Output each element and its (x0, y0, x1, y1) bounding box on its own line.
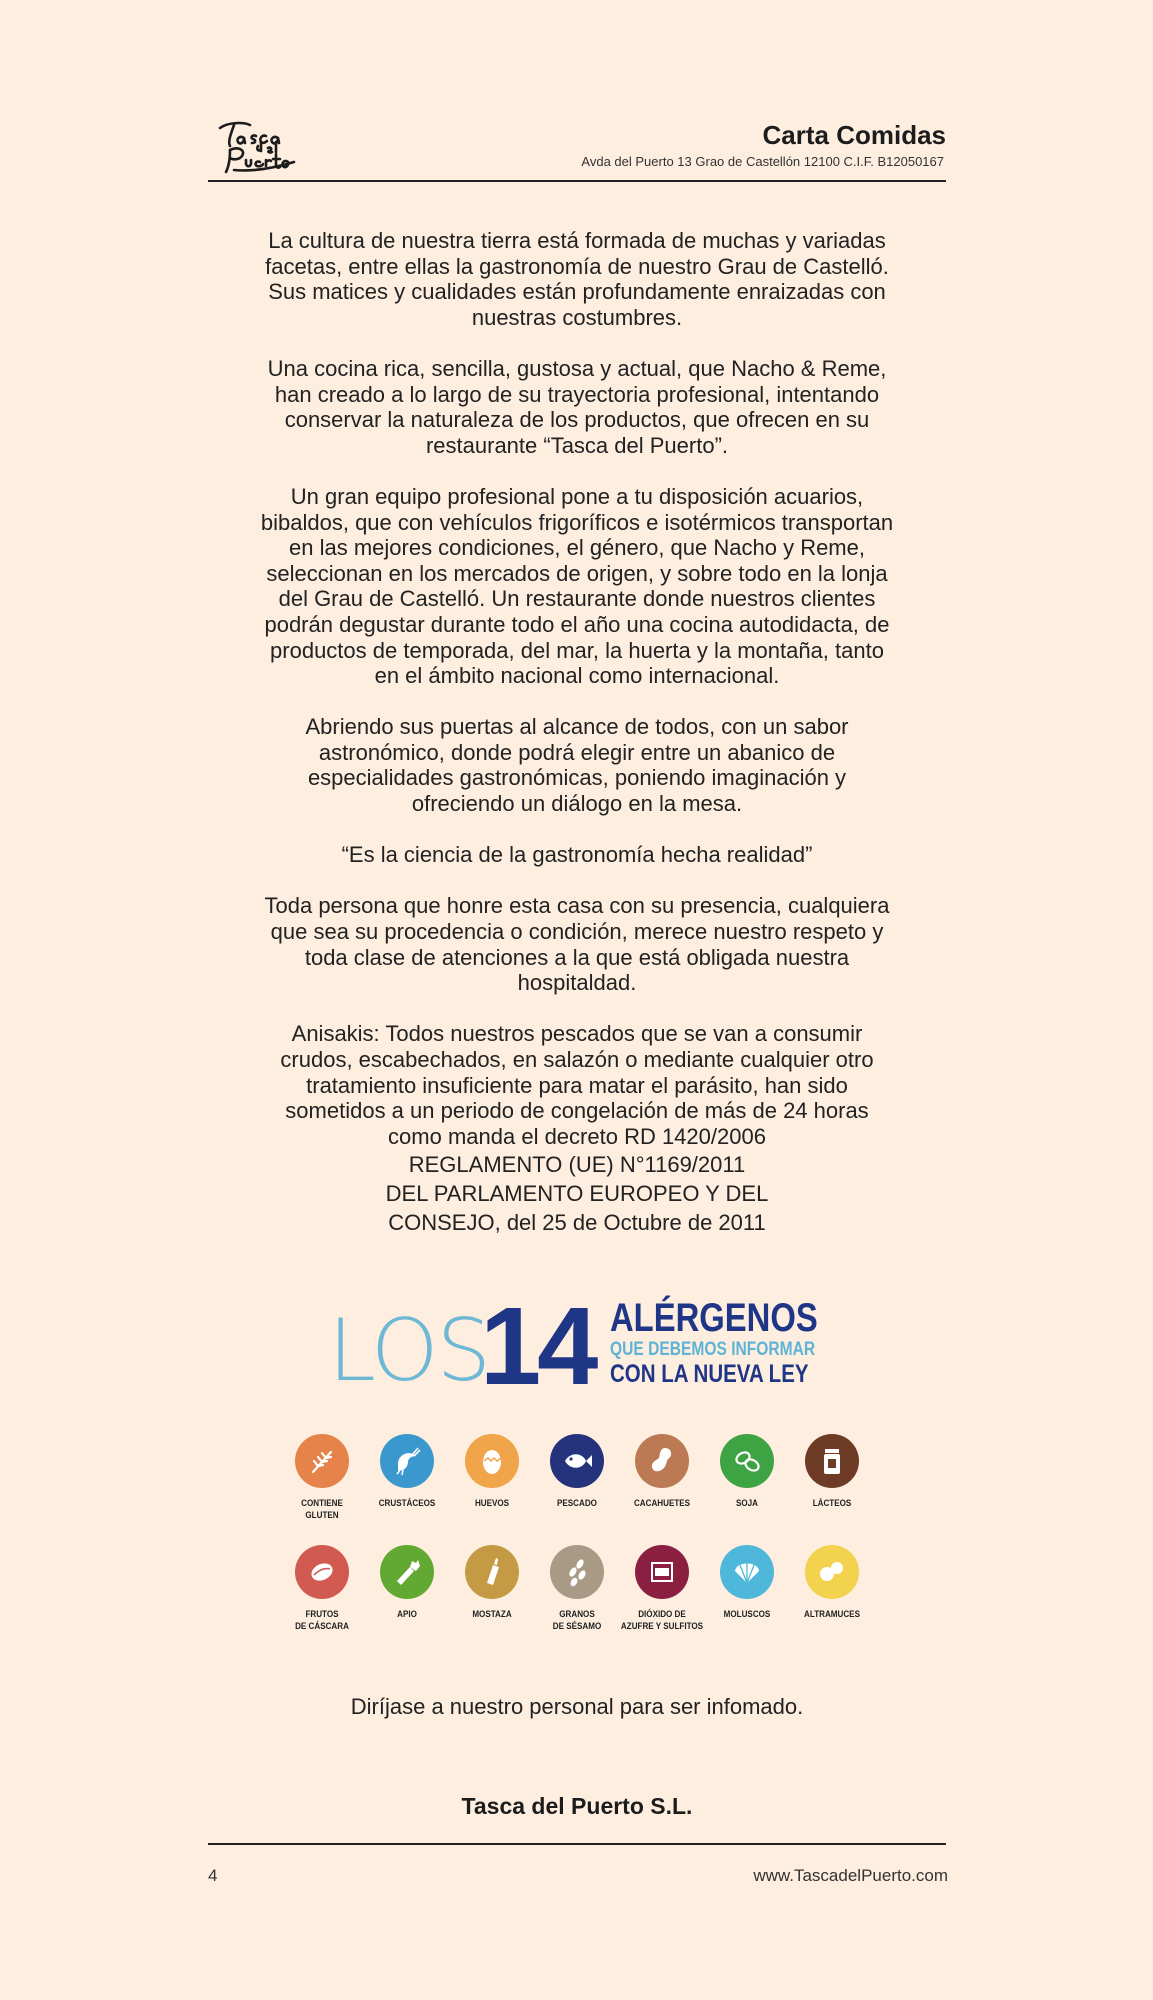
text-line: del Grau de Castelló. Un restaurante donde nuestros clientes (278, 586, 876, 612)
paragraph-quote (204, 842, 950, 868)
paragraph-opening (204, 714, 950, 816)
allergen-label: FRUTOS DE CÁSCARA (295, 1609, 349, 1632)
allergen-label: PESCADO (557, 1498, 597, 1509)
banner-subtitle: QUE DEBEMOS INFORMAR (610, 1339, 816, 1360)
allergen-label: MOSTAZA (472, 1609, 512, 1620)
allergen-label: GRANOS DE SÉSAMO (552, 1609, 602, 1632)
nut-icon (295, 1545, 349, 1599)
text-line: conservar la naturaleza de los productos, que ofrecen en su (284, 407, 870, 433)
page-number: 4 (208, 1866, 218, 1885)
page-header (208, 112, 946, 182)
document-title: Carta Comidas (762, 120, 946, 150)
allergen-label: LÁCTEOS (812, 1498, 852, 1509)
mustard-icon (465, 1545, 519, 1599)
soy-icon (720, 1434, 774, 1488)
text-line: en las mejores condiciones, el género, que Nacho y Reme, (289, 535, 865, 561)
allergen-lupins (777, 1545, 887, 1621)
text-line: “Es la ciencia de la gastronomía hecha realidad” (341, 842, 813, 868)
text-line: Un gran equipo profesional pone a tu disposición acuarios, (290, 483, 864, 509)
banner-los: LOS (328, 1301, 490, 1401)
allergen-dairy (777, 1434, 887, 1510)
text-line: Una cocina rica, sencilla, gustosa y actual, que Nacho & Reme, (267, 355, 887, 381)
allergen-label: DIÓXIDO DE AZUFRE Y SULFITOS (620, 1609, 704, 1632)
text-line: La cultura de nuestra tierra está formada de muchas y variadas (268, 228, 886, 253)
text-line: facetas, entre ellas la gastronomía de nuestro Grau de Castelló. (265, 253, 889, 279)
shell-icon (720, 1545, 774, 1599)
allergen-label: ALTRAMUCES (804, 1609, 860, 1620)
intro-text (204, 228, 950, 1235)
text-line: REGLAMENTO (UE) N°1169/2011 (408, 1152, 746, 1178)
info-message: Diríjase a nuestro personal para ser infomado. (350, 1694, 804, 1719)
allergen-label: MOLUSCOS (723, 1609, 771, 1620)
restaurant-address: Avda del Puerto 13 Grao de Castellón 12100 C.I.F. B12050167 (581, 154, 944, 169)
text-line: han creado a lo largo de su trayectoria profesional, intentando (274, 381, 880, 407)
banner-number: 14 (480, 1285, 595, 1408)
lupin-icon (805, 1545, 859, 1599)
allergen-label: SOJA (736, 1498, 758, 1509)
text-line: productos de temporada, del mar, la huerta y la montaña, tanto (270, 637, 884, 663)
paragraph-hospitality (204, 893, 950, 995)
text-line: seleccionan en los mercados de origen, y sobre todo en la lonja (266, 560, 888, 586)
allergen-label: APIO (397, 1609, 417, 1620)
text-line: crudos, escabechados, en salazón o mediante cualquier otro (280, 1047, 874, 1072)
paragraph-anisakis (204, 1021, 950, 1235)
text-line: astronómico, donde podrá elegir entre un abanico de (318, 739, 836, 765)
text-line: Abriendo sus puertas al alcance de todos, con un sabor (305, 714, 849, 740)
text-line: especialidades gastronómicas, poniendo imaginación y (307, 765, 847, 791)
brand-logo (214, 116, 304, 176)
text-line: DEL PARLAMENTO EUROPEO Y DEL (385, 1180, 769, 1206)
text-line: sometidos a un periodo de congelación de más de 24 horas (285, 1098, 869, 1124)
fish-icon (550, 1434, 604, 1488)
text-line: en el ámbito nacional como internacional. (374, 663, 780, 689)
logo-mark (214, 116, 304, 176)
text-line: restaurante “Tasca del Puerto”. (425, 432, 729, 458)
banner-subtitle-law: CON LA NUEVA LEY (610, 1360, 809, 1388)
text-line: ofreciendo un diálogo en la mesa. (411, 791, 743, 817)
text-line: Sus matices y cualidades están profundamente enraizadas con (268, 279, 886, 305)
paragraph-culture (204, 228, 950, 330)
text-line: bibaldos, que con vehículos frigoríficos e isotérmicos transportan (260, 509, 894, 535)
sulfite-icon (635, 1545, 689, 1599)
text-line: hospitaldad. (517, 970, 637, 996)
egg-icon (465, 1434, 519, 1488)
text-line: nuestras costumbres. (471, 304, 683, 330)
text-line: podrán degustar durante todo el año una cocina autodidacta, de (264, 611, 890, 637)
text-line: Anisakis: Todos nuestros pescados que se van a consumir (291, 1021, 863, 1047)
allergen-label: CRUSTÁCEOS (378, 1498, 436, 1509)
text-line: como manda el decreto RD 1420/2006 (388, 1123, 766, 1149)
website-link[interactable]: www.TascadelPuerto.com (753, 1866, 948, 1885)
allergen-label: CACAHUETES (633, 1498, 691, 1509)
paragraph-cuisine (204, 356, 950, 458)
paragraph-team (204, 484, 950, 689)
text-line: CONSEJO, del 25 de Octubre de 2011 (388, 1209, 766, 1235)
milk-icon (805, 1434, 859, 1488)
banner-title: ALÉRGENOS (610, 1296, 818, 1340)
company-name: Tasca del Puerto S.L. (461, 1793, 693, 1819)
allergen-label: CONTIENE GLUTEN (301, 1498, 343, 1521)
footer-divider (208, 1843, 946, 1845)
text-line: tratamiento insuficiente para matar el parásito, han sido (306, 1072, 848, 1098)
text-line: toda clase de atenciones a la que está obligada nuestra (304, 944, 850, 970)
peanut-icon (635, 1434, 689, 1488)
celery-icon (380, 1545, 434, 1599)
wheat-icon (295, 1434, 349, 1488)
shrimp-icon (380, 1434, 434, 1488)
sesame-icon (550, 1545, 604, 1599)
allergen-label: HUEVOS (474, 1498, 510, 1509)
text-line: que sea su procedencia o condición, merece nuestro respeto y (270, 919, 884, 945)
allergens-banner (328, 1285, 828, 1408)
text-line: Toda persona que honre esta casa con su presencia, cualquiera (264, 893, 890, 919)
